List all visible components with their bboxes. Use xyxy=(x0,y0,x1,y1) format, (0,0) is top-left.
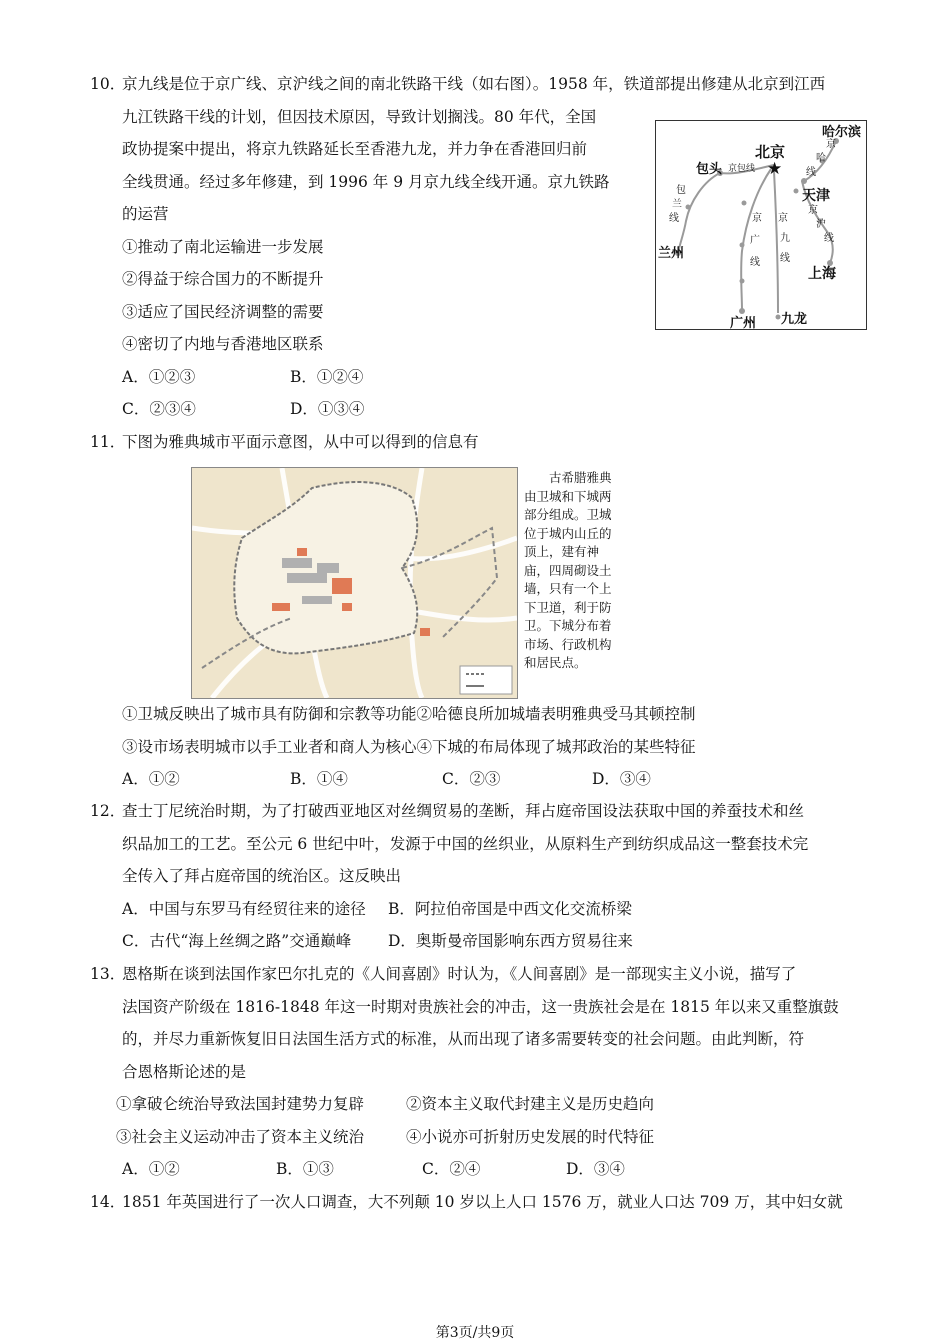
option-a[interactable]: A．①② xyxy=(122,1160,180,1178)
option-c[interactable]: C．②③ xyxy=(442,770,501,788)
page-footer: 第3页/共9页 xyxy=(435,1325,515,1341)
question-number: 10． xyxy=(90,75,126,93)
label-baolan-line: 兰 xyxy=(672,199,682,210)
statement: ①推动了南北运输进一步发展 xyxy=(122,237,324,256)
label-jingguang-line: 广 xyxy=(750,235,760,246)
caption-line: 下卫道，利于防 xyxy=(524,599,612,615)
question-text-line: 全线贯通。经过多年修建，到 1996 年 9 月京九线全线开通。京九铁路 xyxy=(122,172,610,191)
city-baotou: 包头 xyxy=(696,162,723,177)
option-d[interactable]: D．③④ xyxy=(592,770,651,788)
city-shanghai: 上海 xyxy=(808,266,836,282)
question-text-line: 合恩格斯论述的是 xyxy=(122,1062,247,1081)
option-b[interactable]: B．①②④ xyxy=(290,367,364,386)
option-c[interactable]: C．②③④ xyxy=(122,400,196,418)
statement: ④小说亦可折射历史发展的时代特征 xyxy=(406,1127,655,1146)
statement: ④密切了内地与香港地区联系 xyxy=(122,335,324,353)
question-text-line: 法国资产阶级在 1816-1848 年这一时期对贵族社会的冲击，这一贵族社会是在 1815 年以来又重整旗鼓 xyxy=(122,997,839,1016)
option-c[interactable]: C．古代“海上丝绸之路”交通巅峰 xyxy=(122,932,352,950)
label-jinghu-line: 沪 xyxy=(816,219,826,230)
statement: ③适应了国民经济调整的需要 xyxy=(122,302,324,321)
city-harbin: 哈尔滨 xyxy=(822,125,862,140)
question-text-line: 政协提案中提出，将京九铁路延长至香港九龙，并力争在香港回归前 xyxy=(122,140,588,158)
option-a[interactable]: A．中国与东罗马有经贸往来的途径 xyxy=(122,899,366,918)
statement: ①卫城反映出了城市具有防御和宗教等功能 xyxy=(122,705,417,723)
jingguang-station-dot xyxy=(740,279,745,284)
question-text-line: 京九线是位于京广线、京沪线之间的南北铁路干线（如右图）。1958 年，铁道部提出修建从北京到江西 xyxy=(122,75,826,93)
label-jinghu-line: 线 xyxy=(824,233,834,244)
statement-row xyxy=(116,1088,872,1121)
kowloon-dot xyxy=(776,315,781,320)
statement: ②资本主义取代封建主义是历史趋向 xyxy=(406,1095,655,1113)
statement-row xyxy=(122,731,872,764)
question-number: 14． xyxy=(90,1193,126,1211)
jingguang-station-dot xyxy=(740,243,745,248)
label-jingguang-line: 线 xyxy=(750,257,760,268)
city-lanzhou: 兰州 xyxy=(658,246,685,261)
caption-line: 庙，四周砌设土 xyxy=(524,562,612,578)
question-11-choices xyxy=(122,698,872,798)
question-number: 12． xyxy=(90,802,126,820)
baolan-station-dot xyxy=(686,205,691,210)
statement: ④下城的布局体现了城邦政治的某些特征 xyxy=(416,737,696,756)
city-beijing: 北京 xyxy=(755,143,786,161)
caption-line: 和居民点。 xyxy=(524,655,587,670)
option-a[interactable]: A．①② xyxy=(122,770,180,788)
jingguang-station-dot xyxy=(742,201,747,206)
question-text-line: 恩格斯在谈到法国作家巴尔扎克的《人间喜剧》时认为，《人间喜剧》是一部现实主义小说，描写了 xyxy=(122,965,797,983)
question-text-line: 下图为雅典城市平面示意图，从中可以得到的信息有 xyxy=(122,433,479,451)
map-caption xyxy=(524,469,636,673)
statement: ②得益于综合国力的不断提升 xyxy=(122,270,324,288)
caption-line: 顶上，建有神 xyxy=(524,544,600,559)
option-a[interactable]: A．①②③ xyxy=(122,367,196,386)
question-text-line: 全传入了拜占庭帝国的统治区。这反映出 xyxy=(122,867,402,885)
jingjiu-line xyxy=(774,171,778,313)
statement-row xyxy=(122,698,872,731)
railway-map-svg xyxy=(656,121,866,329)
label-jingjiu-line: 九 xyxy=(780,233,790,244)
label-jingbao-line: 京包线 xyxy=(728,164,756,174)
answer-options xyxy=(122,361,825,394)
answer-options xyxy=(122,925,808,958)
caption-line: 古希腊雅典 xyxy=(549,470,612,485)
question-text-line: 查士丁尼统治时期，为了打破西亚地区对丝绸贸易的垄断，拜占庭帝国设法获取中国的养蚕技术和丝 xyxy=(122,802,805,820)
label-jingjiu-line: 京 xyxy=(778,213,788,224)
option-d[interactable]: D．①③④ xyxy=(290,400,365,418)
railway-map xyxy=(655,120,867,330)
athens-map-svg xyxy=(192,468,517,698)
city-tianjin: 天津 xyxy=(802,188,830,204)
caption-line: 墙，只有一个上 xyxy=(524,581,612,596)
statement: ③设市场表明城市以手工业者和商人为核心 xyxy=(122,737,417,756)
label-jingha-line: 京 xyxy=(826,139,836,150)
label-jingha-line: 哈 xyxy=(816,153,826,164)
answer-options xyxy=(122,893,808,926)
label-jingjiu-line: 线 xyxy=(780,253,790,264)
option-c[interactable]: C．②④ xyxy=(422,1160,481,1178)
caption-line: 由卫城和下城两 xyxy=(524,488,612,504)
label-baolan-line: 线 xyxy=(669,213,679,224)
option-d[interactable]: D．③④ xyxy=(566,1160,625,1178)
label-jingha-line: 线 xyxy=(806,167,816,178)
athens-city-map xyxy=(191,467,518,699)
option-d[interactable]: D．奥斯曼帝国影响东西方贸易往来 xyxy=(388,932,633,950)
city-kowloon: 九龙 xyxy=(781,312,808,327)
statement: ②哈德良所加城墙表明雅典受马其顿控制 xyxy=(416,705,696,723)
question-text-line: 的运营 xyxy=(122,205,169,223)
question-11 xyxy=(90,426,870,460)
label-baolan-line: 包 xyxy=(676,185,686,196)
question-text-line: 织品加工的工艺。至公元 6 世纪中叶，发源于中国的丝织业，从原料生产到纺织成品这一整套技术完 xyxy=(122,834,809,853)
caption-line: 位于城内山丘的 xyxy=(524,525,612,541)
option-b[interactable]: B．①③ xyxy=(276,1160,334,1178)
question-12 xyxy=(90,795,870,960)
capital-star-icon: ★ xyxy=(767,159,783,179)
option-b[interactable]: B．①④ xyxy=(290,770,348,788)
caption-line: 市场、行政机构 xyxy=(524,636,612,652)
question-text-line: 九江铁路干线的计划，但因技术原因，导致计划搁浅。80 年代，全国 xyxy=(122,107,597,126)
answer-options xyxy=(116,1153,872,1186)
caption-line: 部分组成。卫城 xyxy=(524,507,612,522)
city-guangzhou: 广州 xyxy=(730,316,757,329)
option-b[interactable]: B．阿拉伯帝国是中西文化交流桥梁 xyxy=(388,899,632,918)
guangzhou-dot xyxy=(739,308,745,314)
jinghu-station-dot xyxy=(794,189,799,194)
question-13-choices xyxy=(116,1088,872,1188)
answer-options xyxy=(122,763,872,796)
caption-line: 卫。下城分布着 xyxy=(524,618,612,633)
question-number: 13． xyxy=(90,965,126,983)
question-text-line: 的，并尽力重新恢复旧日法国生活方式的标准，从而出现了诸多需要转变的社会问题。由此判断，符 xyxy=(122,1030,805,1048)
tianjin-dot xyxy=(801,178,807,184)
statement-row xyxy=(116,1121,872,1154)
statement: ①拿破仑统治导致法国封建势力复辟 xyxy=(116,1095,365,1113)
statement: ③社会主义运动冲击了资本主义统治 xyxy=(116,1127,365,1146)
label-jingguang-line: 京 xyxy=(752,213,762,224)
question-text-line: 1851 年英国进行了一次人口调查，大不列颠 10 岁以上人口 1576 万，就业人口达 709 万，其中妇女就 xyxy=(122,1193,843,1211)
question-14 xyxy=(90,1186,870,1220)
label-jinghu-line: 京 xyxy=(808,205,818,216)
question-number: 11． xyxy=(90,433,126,451)
answer-options xyxy=(122,393,825,426)
